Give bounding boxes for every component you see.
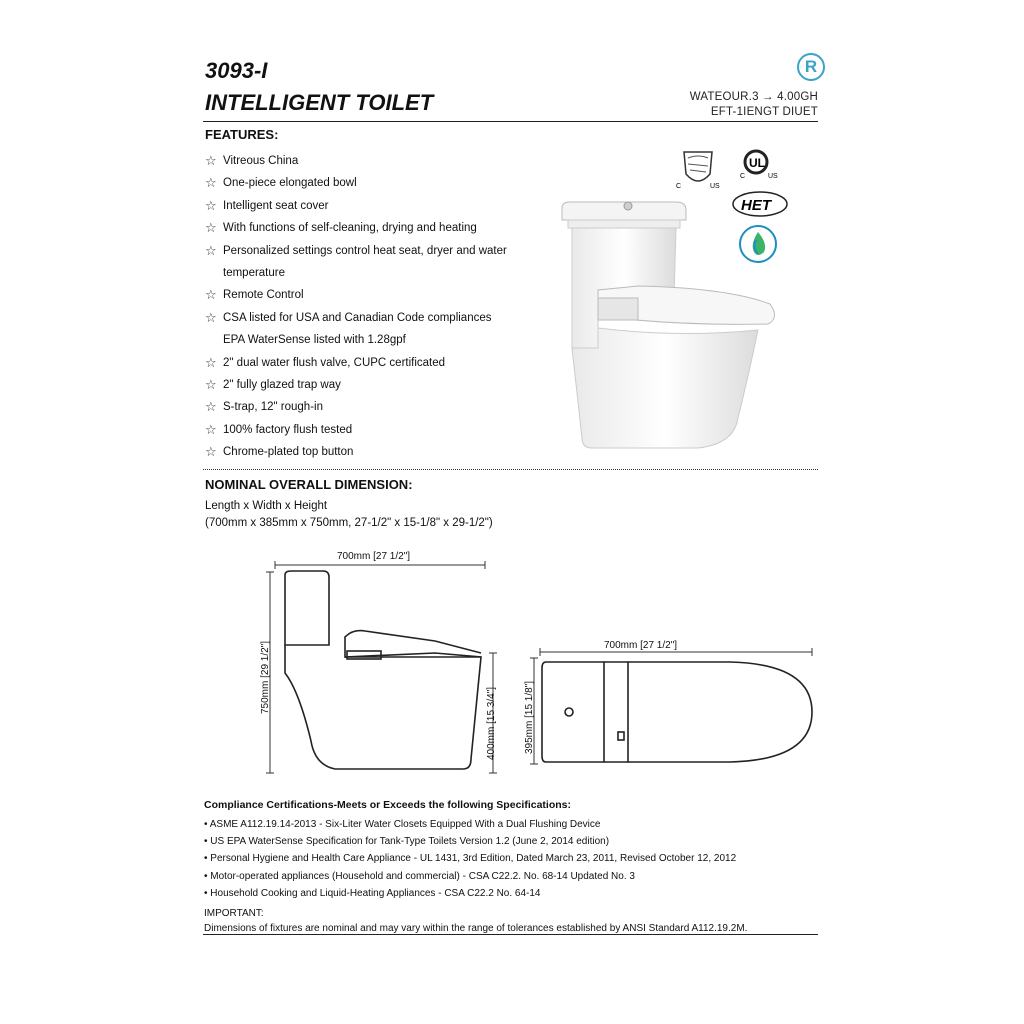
- dimension-heading: NOMINAL OVERALL DIMENSION:: [205, 477, 413, 492]
- feature-text: Intelligent seat cover: [223, 199, 329, 212]
- compliance-heading: Compliance Certifications-Meets or Exceeds the following Specifications:: [204, 799, 571, 811]
- feature-text: With functions of self-cleaning, drying and heating: [223, 222, 477, 235]
- seat-height-label: 400mm [15 3/4"]: [486, 686, 497, 760]
- feature-text: temperature: [223, 266, 286, 279]
- product-title: INTELLIGENT TOILET: [205, 90, 434, 115]
- star-icon: ☆: [205, 220, 217, 236]
- ul-listing-icon: [740, 151, 778, 180]
- feature-item: [205, 284, 507, 306]
- star-icon: ☆: [205, 421, 217, 437]
- star-icon: ☆: [205, 287, 217, 303]
- model-number: 3093-I: [205, 58, 268, 83]
- feature-item: [205, 262, 507, 284]
- feature-text: S-trap, 12" rough-in: [223, 401, 323, 414]
- registered-mark-icon: R: [797, 53, 825, 81]
- feature-item: [205, 150, 507, 172]
- footer-divider: [203, 934, 818, 935]
- compliance-item: • Motor-operated appliances (Household and commercial) - CSA C22.2. No. 68-14 Updated No. 3: [204, 870, 635, 882]
- star-icon: ☆: [205, 175, 217, 191]
- feature-text: EPA WaterSense listed with 1.28gpf: [223, 334, 406, 347]
- star-icon: ☆: [205, 444, 217, 460]
- header-divider: [203, 121, 818, 122]
- star-icon: ☆: [205, 376, 217, 392]
- section-divider: [203, 469, 818, 470]
- efficiency-line-2: EFT-1IENGT DIUET: [710, 106, 818, 118]
- star-icon: ☆: [205, 197, 217, 213]
- top-width-label: 395mm [15 1/8"]: [524, 680, 535, 754]
- csa-shield-icon: [676, 152, 720, 190]
- toilet-product-image: [558, 198, 788, 463]
- feature-item: [205, 352, 507, 374]
- dimension-line-2: (700mm x 385mm x 750mm, 27-1/2" x 15-1/8" x 29-1/2"): [205, 517, 493, 529]
- feature-item: [205, 419, 507, 441]
- feature-text: One-piece elongated bowl: [223, 177, 357, 190]
- feature-text: CSA listed for USA and Canadian Code compliances: [223, 311, 492, 324]
- compliance-item: • ASME A112.19.14-2013 - Six-Liter Water Closets Equipped With a Dual Flushing Device: [204, 819, 601, 830]
- feature-text: 2" dual water flush valve, CUPC certificated: [223, 356, 446, 369]
- csa-c-label: C: [676, 183, 682, 190]
- side-view-drawing: [255, 545, 515, 785]
- ul-c-label: C: [740, 173, 746, 180]
- efficiency-label: [660, 90, 818, 120]
- feature-item: [205, 195, 507, 217]
- important-note: [204, 906, 747, 936]
- top-length-label: 700mm [27 1/2"]: [604, 640, 678, 651]
- compliance-item: • US EPA WaterSense Specification for Tank-Type Toilets Version 1.2 (June 2, 2014 edition): [204, 836, 610, 848]
- feature-item: [205, 374, 507, 396]
- star-icon: ☆: [205, 153, 217, 168]
- side-length-label: 700mm [27 1/2"]: [337, 551, 411, 562]
- important-text: Dimensions of fixtures are nominal and may vary within the range of tolerances established by ANSI Standard A112.19.2M.: [204, 923, 748, 934]
- dimension-line-1: Length x Width x Height: [205, 500, 328, 512]
- feature-item: [205, 441, 507, 463]
- compliance-list: [204, 816, 736, 902]
- dimension-text: [205, 498, 493, 532]
- feature-item: [205, 396, 507, 418]
- feature-item: [205, 217, 507, 239]
- ul-us-label: US: [768, 173, 778, 180]
- feature-text: Vitreous China: [223, 155, 299, 167]
- star-icon: ☆: [205, 354, 217, 370]
- side-height-label: 750mm [29 1/2"]: [260, 640, 271, 714]
- feature-item: [205, 307, 507, 329]
- compliance-item: • Personal Hygiene and Health Care Appliance - UL 1431, 3rd Edition, Dated March 23, 2011, Revised October 12, 2012: [204, 853, 737, 865]
- feature-item: [205, 172, 507, 194]
- feature-item: [205, 329, 507, 351]
- efficiency-line-1: WATEOUR.3 → 4.00GH: [689, 91, 818, 103]
- feature-text: Personalized settings control heat seat, dryer and water: [223, 244, 507, 257]
- important-label: IMPORTANT:: [204, 908, 264, 919]
- features-heading: FEATURES:: [205, 127, 279, 142]
- feature-text: Chrome-plated top button: [223, 446, 354, 459]
- csa-us-label: US: [710, 183, 720, 190]
- features-list: [205, 150, 507, 463]
- feature-text: 2" fully glazed trap way: [223, 378, 341, 391]
- top-view-drawing: [520, 640, 820, 780]
- compliance-item: • Household Cooking and Liquid-Heating Appliances - CSA C22.2 No. 64-14: [204, 887, 541, 899]
- star-icon: ☆: [205, 309, 217, 325]
- svg-text:UL: UL: [749, 156, 765, 170]
- het-label: HET: [741, 197, 771, 214]
- star-icon: ☆: [205, 242, 217, 258]
- feature-text: 100% factory flush tested: [223, 423, 353, 436]
- feature-text: Remote Control: [223, 289, 304, 302]
- feature-item: [205, 240, 507, 262]
- star-icon: ☆: [205, 399, 217, 415]
